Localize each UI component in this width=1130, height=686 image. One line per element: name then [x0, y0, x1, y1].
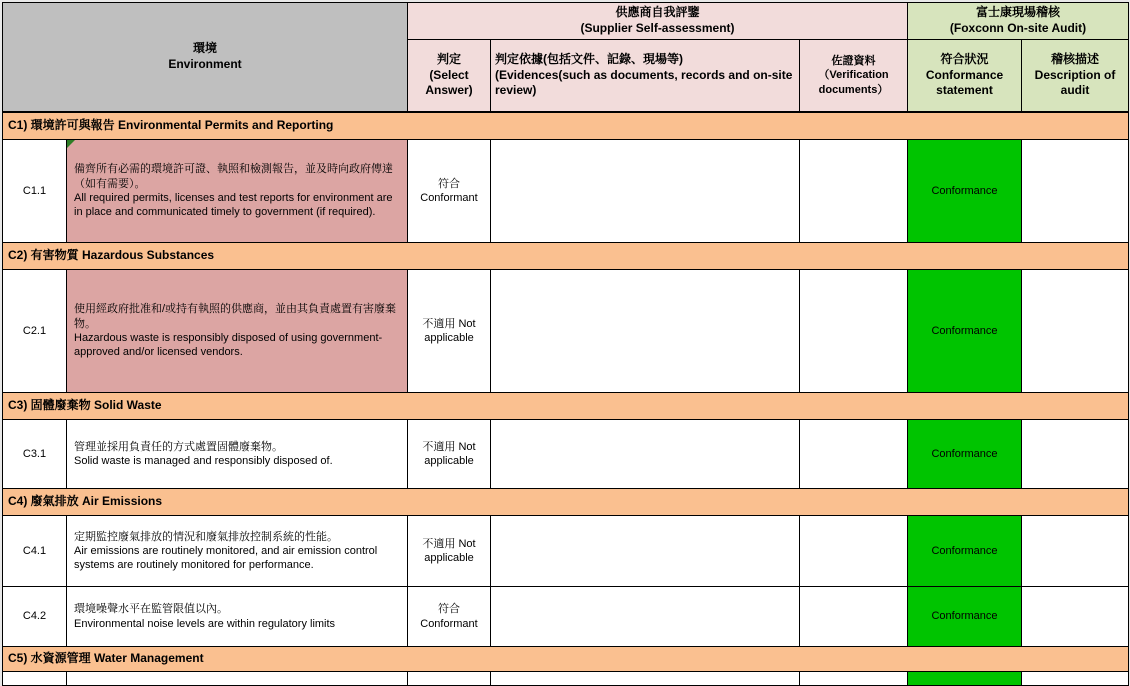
audit-description-c3-1[interactable] — [1022, 420, 1129, 489]
verification-en: （Verification documents） — [818, 69, 889, 96]
verification-c2-1[interactable] — [800, 270, 908, 393]
header-self-assessment-zh: 供應商自我評鑒 — [615, 5, 700, 20]
conformance-c5-1[interactable] — [908, 672, 1022, 686]
requirement-c3-1[interactable] — [67, 420, 408, 489]
conformance-statement-en: Conformance statement — [925, 67, 1004, 98]
verification-c4-2[interactable] — [800, 587, 908, 647]
row-id-c4-1[interactable]: C4.1 — [3, 516, 67, 587]
description-of-audit-zh: 稽核描述 — [1050, 52, 1099, 67]
requirement-c1-1-zh: 備齊所有必需的環境許可證、執照和檢測報告，並及時向政府傳達（如有需要）。 — [74, 163, 393, 190]
select-answer-c2-1[interactable]: 不適用 Not applicable — [408, 270, 491, 393]
audit-description-c4-1[interactable] — [1022, 516, 1129, 587]
requirement-c1-1[interactable] — [67, 140, 408, 243]
requirement-c2-1-zh: 使用經政府批准和/或持有執照的供應商，並由其負責處置有害廢棄物。 — [74, 303, 397, 330]
select-answer-c1-1[interactable]: 符合 Conformant — [408, 140, 491, 243]
select-answer-zh: 判定 — [436, 52, 461, 67]
header-environment-zh: 環境 — [192, 41, 217, 56]
requirement-c4-1-zh: 定期監控廢氣排放的情況和廢氣排放控制系統的性能。 — [74, 530, 338, 543]
conformance-c1-1[interactable]: Conformance — [908, 140, 1022, 243]
section-header-c4: C4) 廢氣排放 Air Emissions — [3, 489, 1129, 516]
requirement-c2-1[interactable] — [67, 270, 408, 393]
requirement-c3-1-en: Solid waste is managed and responsibly disposed of. — [74, 455, 333, 467]
requirement-c2-1-en: Hazardous waste is responsibly disposed of using government-approved and/or licensed vendors. — [74, 332, 383, 359]
evidence-c4-1[interactable] — [491, 516, 800, 587]
verification-c3-1[interactable] — [800, 420, 908, 489]
requirement-c4-2-en: Environmental noise levels are within regulatory limits — [74, 617, 336, 630]
requirement-c4-2[interactable] — [67, 587, 408, 647]
requirement-c5-1[interactable] — [67, 672, 408, 686]
evidence-c1-1[interactable] — [491, 140, 800, 243]
column-header-verification-documents — [800, 40, 908, 113]
conformance-c4-2[interactable]: Conformance — [908, 587, 1022, 647]
requirement-c4-1-en: Air emissions are routinely monitored, and air emission control systems are routinely monitored for performance. — [74, 544, 378, 572]
requirement-c4-2-zh: 環境噪聲水平在監管限值以內。 — [74, 603, 228, 616]
verification-zh: 佐證資料 — [831, 55, 876, 68]
row-id-c2-1[interactable]: C2.1 — [3, 270, 67, 393]
section-header-c5: C5) 水資源管理 Water Management — [3, 647, 1129, 672]
select-answer-c4-2[interactable]: 符合 Conformant — [408, 587, 491, 647]
conformance-c2-1[interactable]: Conformance — [908, 270, 1022, 393]
conformance-c3-1[interactable]: Conformance — [908, 420, 1022, 489]
description-of-audit-en: Description of audit — [1034, 67, 1116, 98]
audit-description-c1-1[interactable] — [1022, 140, 1129, 243]
section-header-c2: C2) 有害物質 Hazardous Substances — [3, 243, 1129, 270]
conformance-c4-1[interactable]: Conformance — [908, 516, 1022, 587]
header-onsite-audit-zh: 富士康現場稽核 — [975, 5, 1060, 20]
evidence-c4-2[interactable] — [491, 587, 800, 647]
evidences-en: (Evidences(such as documents, records and on-site review) — [495, 67, 793, 98]
audit-description-c5-1[interactable] — [1022, 672, 1129, 686]
select-answer-en: (Select Answer) — [425, 67, 473, 98]
row-id-c1-1[interactable]: C1.1 — [3, 140, 67, 243]
row-id-c5-1[interactable] — [3, 672, 67, 686]
evidence-c3-1[interactable] — [491, 420, 800, 489]
verification-c5-1[interactable] — [800, 672, 908, 686]
select-answer-c5-1[interactable] — [408, 672, 491, 686]
header-supplier-self-assessment — [408, 3, 908, 40]
header-foxconn-onsite-audit — [908, 3, 1129, 40]
select-answer-c4-1[interactable]: 不適用 Not applicable — [408, 516, 491, 587]
audit-description-c2-1[interactable] — [1022, 270, 1129, 393]
evidences-zh: 判定依據(包括文件、記錄、現場等) — [495, 52, 683, 67]
requirement-c3-1-zh: 管理並採用負責任的方式處置固體廢棄物。 — [74, 440, 283, 453]
column-header-evidences — [491, 40, 800, 113]
audit-description-c4-2[interactable] — [1022, 587, 1129, 647]
verification-c4-1[interactable] — [800, 516, 908, 587]
requirement-c1-1-en: All required permits, licenses and test reports for environment are in place and communicated timely to government (if required). — [74, 192, 393, 219]
evidence-c2-1[interactable] — [491, 270, 800, 393]
header-onsite-audit-en: (Foxconn On-site Audit) — [949, 21, 1087, 35]
header-environment-en: Environment — [168, 57, 242, 71]
evidence-c5-1[interactable] — [491, 672, 800, 686]
column-header-conformance-statement — [908, 40, 1022, 113]
verification-c1-1[interactable] — [800, 140, 908, 243]
header-self-assessment-en: (Supplier Self-assessment) — [580, 21, 735, 35]
audit-table — [2, 2, 1129, 686]
column-header-select-answer — [408, 40, 491, 113]
requirement-c4-1[interactable] — [67, 516, 408, 587]
row-id-c3-1[interactable]: C3.1 — [3, 420, 67, 489]
section-header-c3: C3) 固體廢棄物 Solid Waste — [3, 393, 1129, 420]
column-header-description-of-audit — [1022, 40, 1129, 113]
row-id-c4-2[interactable]: C4.2 — [3, 587, 67, 647]
comment-indicator-icon — [67, 140, 75, 148]
header-environment — [3, 3, 408, 113]
section-header-c1: C1) 環境許可與報告 Environmental Permits and Reporting — [3, 113, 1129, 140]
select-answer-c3-1[interactable]: 不適用 Not applicable — [408, 420, 491, 489]
conformance-statement-zh: 符合狀況 — [940, 52, 989, 67]
